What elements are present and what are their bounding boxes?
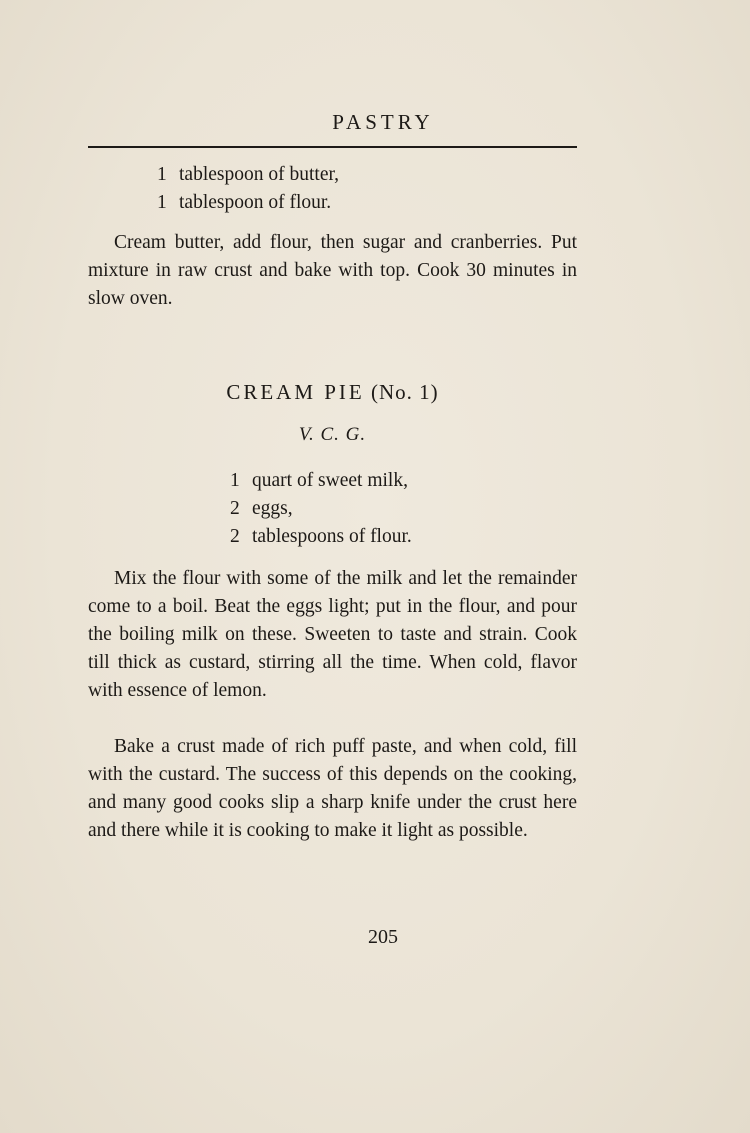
recipe-title [88,380,577,405]
instructions-paragraph: Cream butter, add flour, then sugar and cranberries. Put mixture in raw crust and bake with top. Cook 30 minutes in slow oven. [88,232,577,309]
ingredient-text: quart of sweet milk, [252,470,408,491]
ingredient-text: eggs, [252,498,293,519]
ingredient-quantity: 1 [230,470,240,491]
recipe-title-name: CREAM PIE [226,380,365,404]
ingredient-line [230,467,408,495]
ingredient-quantity: 1 [157,164,167,185]
recipe-author: V. C. G. [298,424,367,445]
ingredient-line [230,523,412,551]
ingredient-line [230,495,293,523]
ingredient-quantity: 1 [157,192,167,213]
ingredient-line [157,161,339,189]
ingredient-text: tablespoon of butter, [179,164,340,185]
recipe-title-number: (No. 1) [371,380,439,404]
ingredient-line [157,189,331,217]
page-number: 205 [368,926,398,948]
ingredient-quantity: 2 [230,526,240,547]
ingredient-text: tablespoons of flour. [252,526,412,547]
header-rule [88,146,577,148]
running-head: PASTRY [332,110,434,134]
instructions-paragraph: Bake a crust made of rich puff paste, and when cold, fill with the custard. The success of this depends on the cooking, and many good cooks slip a sharp knife under the crust here and there while it is cooking to make it light as possible. [88,736,577,841]
ingredient-quantity: 2 [230,498,240,519]
instructions-paragraph: Mix the flour with some of the milk and let the remainder come to a boil. Beat the eggs light; put in the flour, and pour the boiling milk on these. Sweeten to taste and strain. Cook till thick as custard, stirring all the time. When cold, flavor with essence of lemon. [88,568,577,701]
ingredient-text: tablespoon of flour. [179,192,332,213]
